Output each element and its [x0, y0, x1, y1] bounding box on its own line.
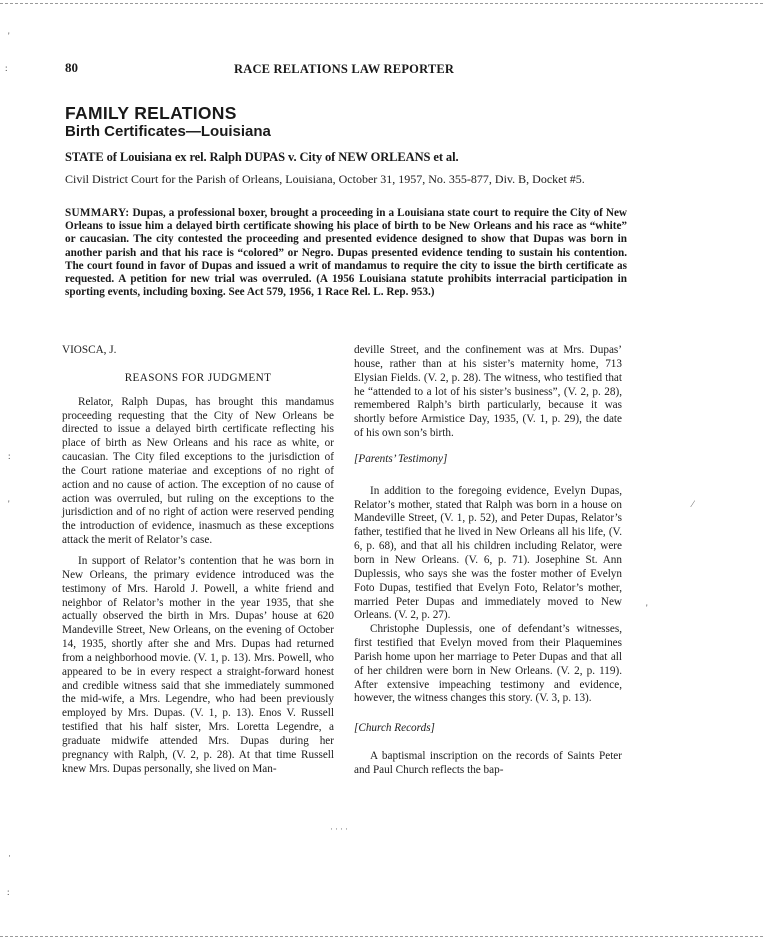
- scan-dots: ····: [330, 824, 350, 834]
- parents-testimony-heading: [Parents’ Testimony]: [354, 452, 448, 465]
- judge-name: VIOSCA, J.: [62, 344, 117, 356]
- body-paragraph: Christophe Duplessis, one of defendant’s witnesses, first testified that Evelyn moved from their Plaquemines Parish home upon her marriage to Peter Dupas and that all of her children were born in New Orleans. (V. 2, p. 119). After extensive impeaching testimony and evidence, however, the witness changes this story. (V. 3, p. 13).: [354, 623, 622, 705]
- body-paragraph-continued: deville Street, and the confinement was at Mrs. Dupas’ house, rather than at his sister’s maternity home, 713 Elysian Fields. (V. 2, p. 28). The witness, who testified that he “attended to a lot of his sister’s business”, (V. 2, p. 28), remembered Ralph’s birth particularly, because it was shortly before Armistice Day, 1935, (V. 1, p. 29), the date of his own son’s birth.: [354, 344, 622, 440]
- summary-label: SUMMARY:: [65, 207, 130, 219]
- scan-edge-bottom: [0, 936, 763, 937]
- right-column: [354, 344, 622, 778]
- scan-speck: :: [7, 887, 10, 897]
- page-number: 80: [65, 60, 78, 75]
- scan-speck: ': [8, 31, 10, 41]
- case-citation: Civil District Court for the Parish of Orleans, Louisiana, October 31, 1957, No. 355-877, Div. B, Docket #5.: [65, 172, 585, 186]
- reasons-heading: REASONS FOR JUDGMENT: [124, 371, 272, 384]
- scan-speck: ': [646, 603, 648, 613]
- case-name: STATE of Louisiana ex rel. Ralph DUPAS v. City of NEW ORLEANS et al.: [65, 150, 459, 164]
- scan-speck: :: [8, 451, 11, 461]
- scan-speck: :: [5, 63, 8, 73]
- case-summary: [65, 207, 627, 299]
- scan-speck: ·: [8, 851, 11, 861]
- section-subtitle: Birth Certificates—Louisiana: [65, 123, 271, 140]
- scan-speck: ': [8, 499, 10, 509]
- summary-text: Dupas, a professional boxer, brought a proceeding in a Louisiana state court to require the City of New Orleans to issue him a delayed birth certificate showing his place of birth to be New Orleans and his race as “white” or caucasian. The city contested the proceeding and presented evidence designed to show that Dupas was born in another parish and that his race is “colored” or Negro. Dupas presented evidence tending to sustain his contention. The court found in favor of Dupas and issued a writ of mandamus to require the city to issue the birth certificate as requested. A petition for new trial was overruled. (A 1956 Louisiana statute prohibits interracial participation in sporting events, including boxing. See Act 579, 1956, 1 Race Rel. L. Rep. 953.): [65, 207, 628, 299]
- body-paragraph: Relator, Ralph Dupas, has brought this mandamus proceeding requesting that the City of New Orleans be directed to issue a delayed birth certificate reflecting his place of birth as New Orleans and his race as white, or caucasian. The City filed exceptions to the jurisdiction of the Court ratione materiae and exceptions of no right of action and no cause of action. The exception of no cause of action was overruled, but ruling on the exceptions to the jurisdiction and of no right of action were reserved pending the introduction of evidence, inasmuch as these exceptions attack the merit of Relator’s case.: [62, 395, 334, 547]
- scan-speck: ⁄: [692, 499, 694, 509]
- left-column: [62, 344, 334, 776]
- church-records-heading: [Church Records]: [354, 722, 435, 735]
- scan-edge-top: [0, 3, 763, 4]
- section-title: FAMILY RELATIONS: [65, 103, 237, 123]
- body-paragraph: A baptismal inscription on the records of Saints Peter and Paul Church reflects the bap-: [354, 750, 622, 776]
- body-paragraph: In addition to the foregoing evidence, Evelyn Dupas, Relator’s mother, stated that Ralph was born in a house on Mandeville Street, (V. 1, p. 52), and Peter Dupas, Relator’s father, testified that he lived in New Orleans all his life, (V. 6, p. 68), and that all his children including Relator, were born in New Orleans. (V. 6, p. 71). Josephine St. Ann Duplessis, who says she was the foster mother of Evelyn Foto Dupas, testified that Evelyn Foto, Relator’s mother, married Peter Dupas and immediately moved to New Orleans. (V. 2, p. 27).: [354, 484, 622, 622]
- body-paragraph: In support of Relator’s contention that he was born in New Orleans, the primary evidence introduced was the testimony of Mrs. Harold J. Powell, a white friend and neighbor of Relator’s mother in the year 1935, that she actually observed the birth in Mrs. Dupas’ house at 620 Mandeville Street, New Orleans, on the evening of October 14, 1935, shortly after she and Mrs. Dupas had returned from a neighborhood movie. (V. 1, p. 13). Mrs. Powell, who appeared to be in every respect a straight-forward honest and credible witness said that she immediately summoned the mid-wife, a Mrs. Legendre, who had been previously employed by Mrs. Dupas. (V. 1, p. 13). Enos V. Russell testified that his half sister, Mrs. Loretta Legendre, a graduate midwife attended Mrs. Dupas during her pregnancy with Ralph, (V. 2, p. 28). At that time Russell knew Mrs. Dupas personally, she lived on Man-: [62, 554, 334, 775]
- running-head: RACE RELATIONS LAW REPORTER: [234, 62, 455, 76]
